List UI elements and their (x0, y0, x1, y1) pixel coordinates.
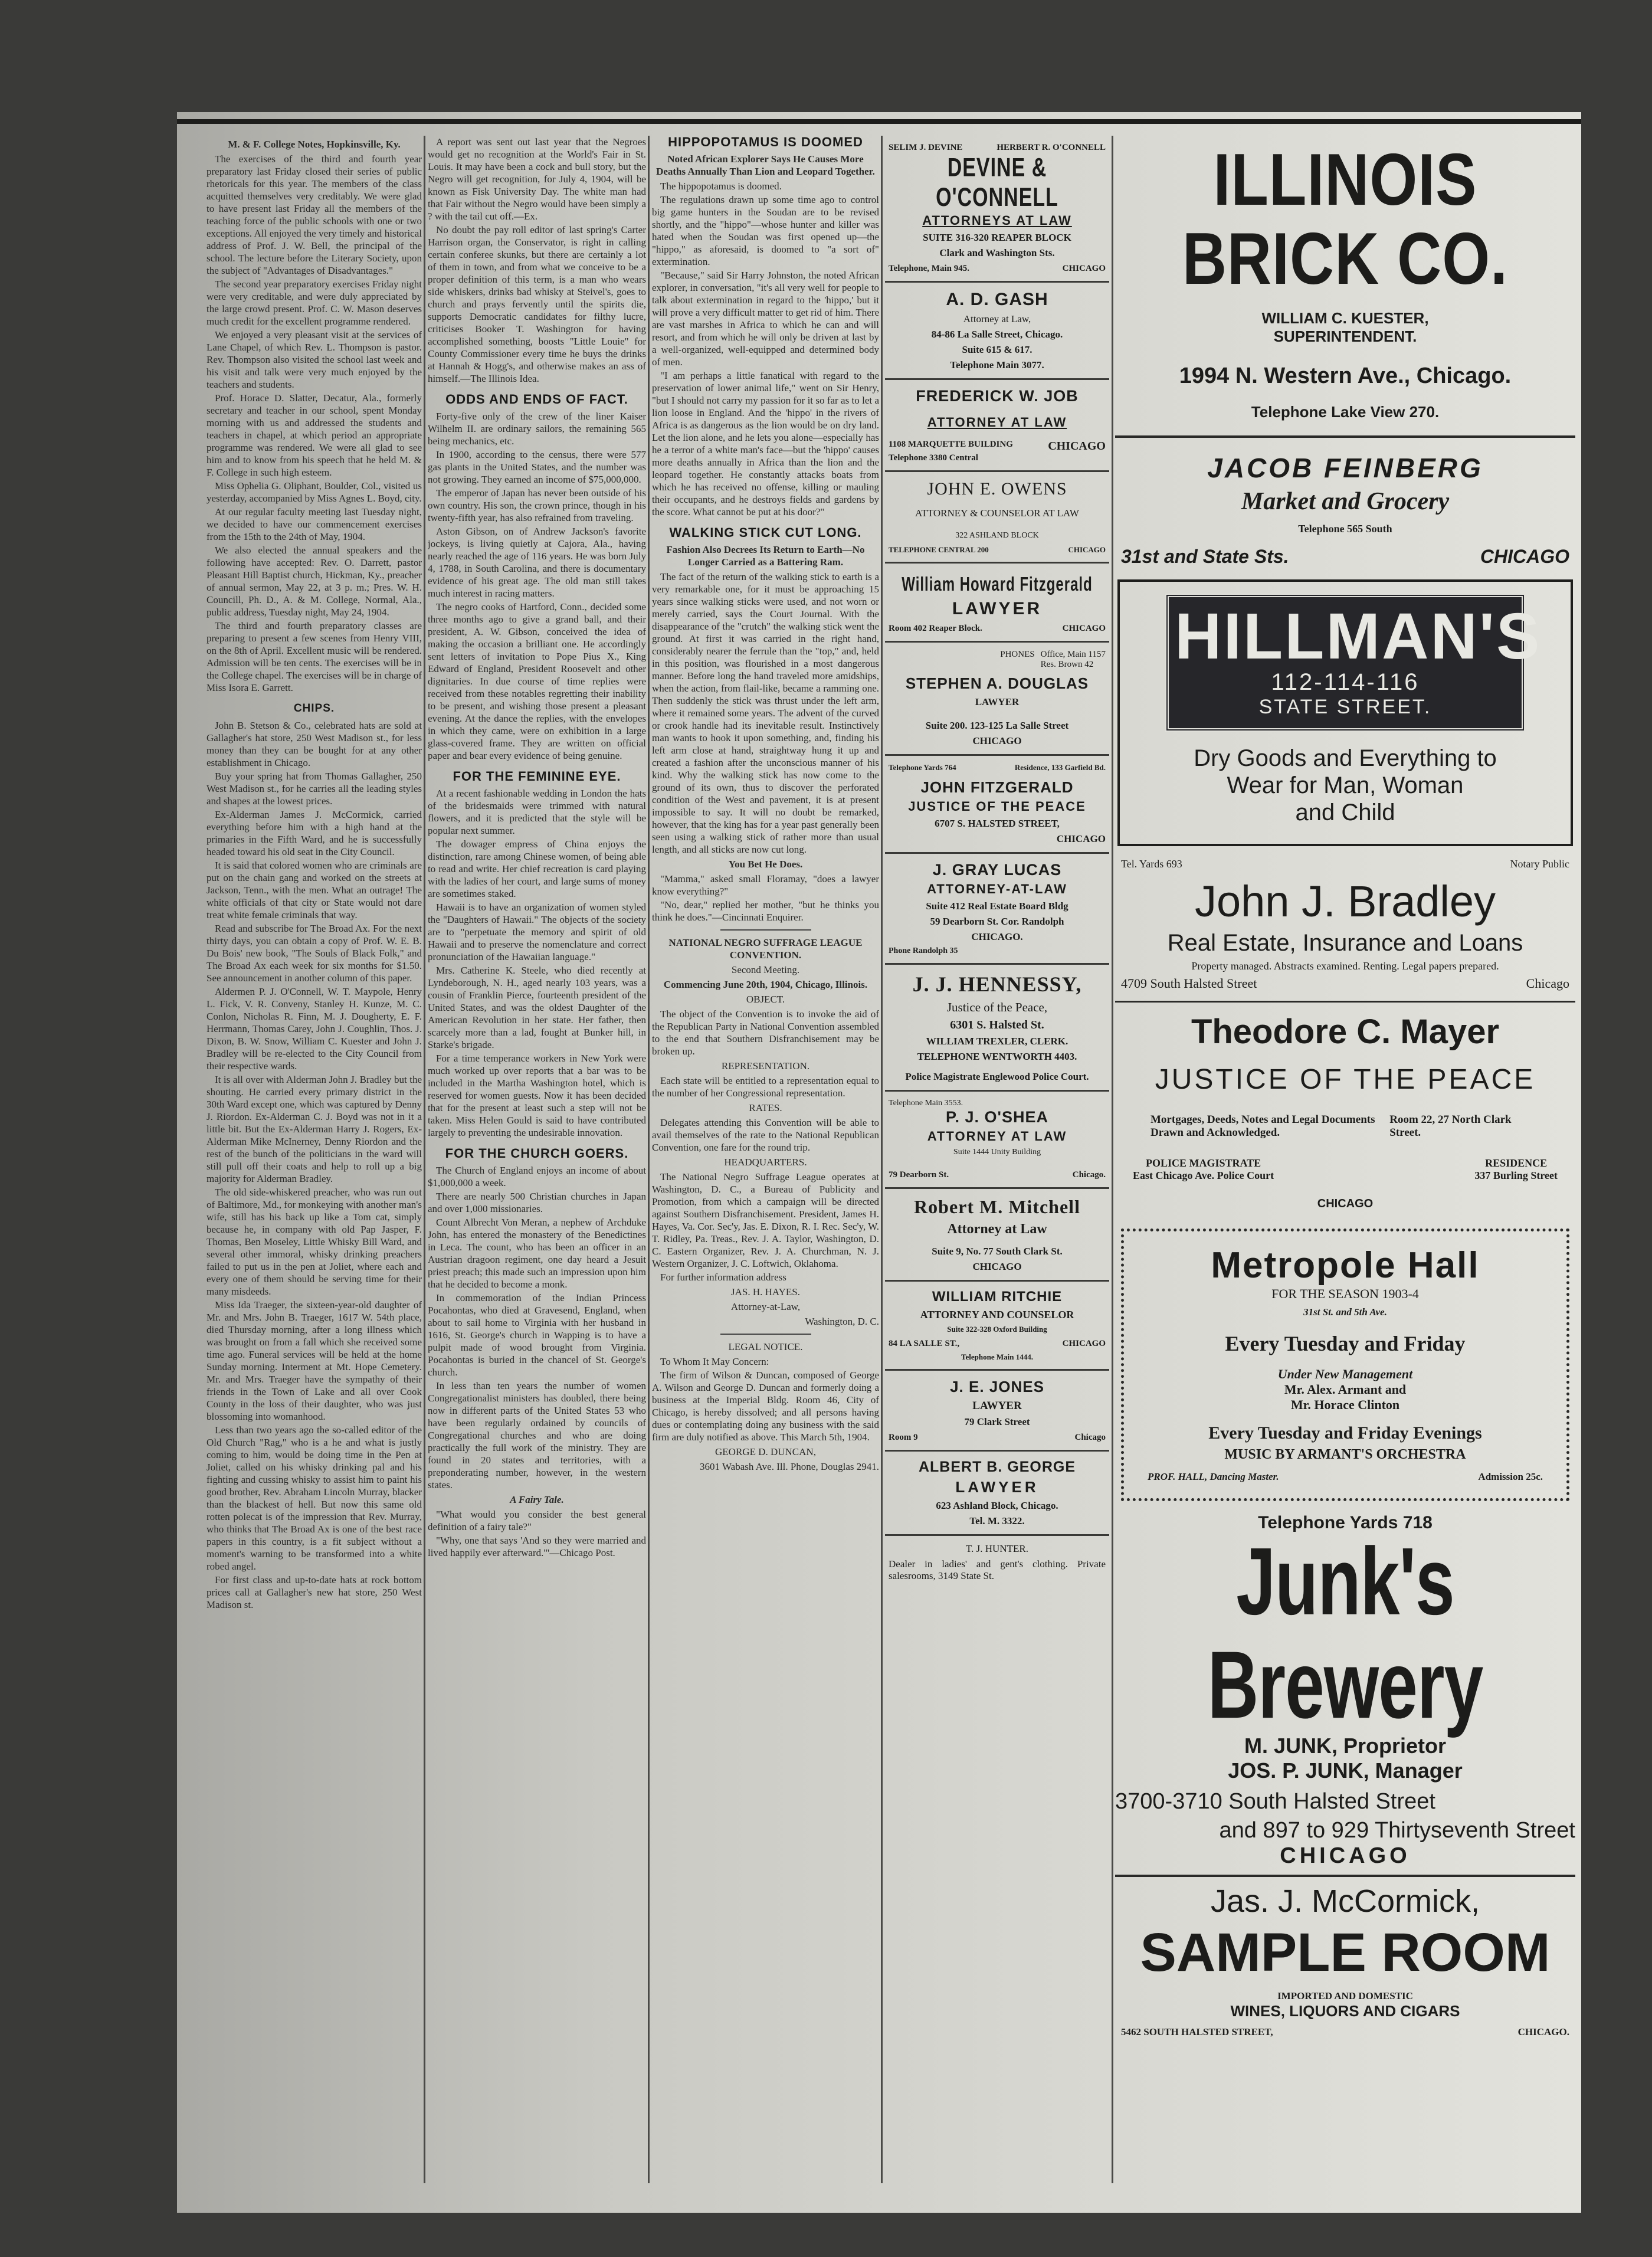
brewery-proprietor: M. JUNK, Proprietor (1244, 1734, 1447, 1758)
city: CHICAGO (972, 1261, 1022, 1272)
brewery-manager: JOS. P. JUNK, Manager (1228, 1758, 1463, 1783)
residence-address: 337 Burling Street (1474, 1170, 1558, 1181)
hall-dancing-master: PROF. HALL, Dancing Master. (1148, 1471, 1279, 1482)
section-heading-odds: ODDS AND ENDS OF FACT. (445, 392, 628, 407)
hall-season: FOR THE SEASON 1903-4 (1271, 1286, 1419, 1301)
store-tagline (1132, 745, 1559, 826)
hall-evenings: Every Tuesday and Friday Evenings (1208, 1423, 1482, 1443)
residence: Residence, 133 Garfield Bd. (1014, 763, 1106, 772)
bradley-phone: Tel. Yards 693 (1121, 858, 1182, 870)
grocer-address: 31st and State Sts. (1121, 546, 1289, 567)
brewery-name: Junk's Brewery (1207, 1528, 1483, 1739)
bradley-name: John J. Bradley (1194, 877, 1496, 926)
saloon-owner: Jas. J. McCormick, (1210, 1883, 1480, 1919)
role: ATTORNEY AND COUNSELOR (920, 1309, 1074, 1321)
hall-music: MUSIC BY ARMANT'S ORCHESTRA (1224, 1447, 1466, 1462)
role: LAWYER (955, 1478, 1039, 1496)
paragraph: Aston Gibson, on of Andrew Jackson's favorite jockeys, is living quietly at Cajora, Ala., having nearly reached the age of 116 years. He was born July 4, 1788, in South Carolina, and there is documentary evidence of his great age. The old man still takes much interest in racing matters. (428, 526, 646, 599)
paragraph: No doubt the pay roll editor of last spring's Carter Harrison organ, the Conservator, is right in calling certain conferee skunks, but there are certainly a lot of them in town, and from what we conceive to be a proper definition of this term, is a man who wears side whiskers, drinks bad whisky at Steivel's, goes to church and prays fervently until the spirits die, supports Democratic candidates for filthy lucre, criticises Booker T. Washington for having accomplished something, boosts "Little Louie" for County Commissioner every time he buys the drinks at Hannah & Hogg's, and otherwise makes an ass of himself.—The Illinois Idea. (428, 224, 646, 384)
signature-city: Washington, D. C. (805, 1316, 879, 1327)
card-job (885, 380, 1109, 472)
justice-name: JOHN FITZGERALD (920, 778, 1074, 796)
phone: Phone Randolph 35 (889, 946, 958, 955)
grocer-subtitle: Market and Grocery (1241, 488, 1450, 515)
phone-residence: Res. Brown 42 (1040, 660, 1094, 669)
card-john-fitzgerald (885, 756, 1109, 854)
phone: Telephone, Main 945. (889, 264, 969, 273)
lawyer-name: William Howard Fitzgerald (902, 573, 1093, 596)
column-rule (648, 136, 650, 2183)
phone: TELEPHONE CENTRAL 200 (889, 545, 989, 554)
bradley-city: Chicago (1526, 976, 1569, 991)
paragraph: The old side-whiskered preacher, who was run out of Baltimore, Md., for monkeying with another man's wife, still has his back up like a Tom cat, simply because he, in company with old Pap Jasper, F. Thomas, Ben Moseley, Little Whisky Bill Ward, and several other immoral, whisky drinking preachers failed to put us in the pen at Joliet, where each and every one of them should be serving time for their many misdeeds. (206, 1187, 422, 1297)
card-owens (885, 472, 1109, 564)
brewery-address: 3700-3710 South Halsted Street (1115, 1789, 1435, 1814)
mayer-name: Theodore C. Mayer (1191, 1013, 1500, 1051)
paragraph: The firm of Wilson & Duncan, composed of George A. Wilson and George D. Duncan and formerly doing a business at the Imperial Bldg. Room 46, City of Chicago, is hereby dissolved; and all persons having dues or contemplating doing any business with the said firm are duly notified as above. This March 5th, 1904. (652, 1370, 879, 1443)
partner-name: HERBERT R. O'CONNELL (997, 143, 1106, 152)
residence-label: RESIDENCE (1485, 1157, 1548, 1169)
paragraph: There are nearly 500 Christian churches in Japan and over 1,000 missionaries. (428, 1191, 646, 1214)
paragraph: The object of the Convention is to invoke the aid of the Republican Party in National Convention assembled to the end that Southern Disfranchisement may be broken up. (652, 1008, 879, 1057)
grocer-phone: Telephone 565 South (1298, 523, 1392, 535)
section-heading: REPRESENTATION. (721, 1060, 810, 1072)
divider (720, 929, 811, 931)
phone: Telephone Main 3077. (950, 359, 1044, 371)
subheadline: Noted African Explorer Says He Causes More Deaths Annually Than Lion and Leopard Together. (656, 153, 875, 177)
suite: SUITE 316-320 REAPER BLOCK (923, 232, 1071, 243)
paragraph: "I am perhaps a little fanatical with regard to the preservation of lower animal life," went on Sir Henry, "but I should not carry my passion for it so far as to let a lion loose in England. And the 'hippo' in the rivers of Africa is as dangerous as the lion would be on dry land. Let the lion alone, and he lets you alone—especially has he a terror of a white man's face—but the 'hippo' causes more deaths annually in Africa than the lion and the leopard together. He constantly attacks boats from which he has received no offense, killing or mauling their occupants, and he destroys fields and gardens by the score. What cannot be put at his door?" (652, 370, 879, 517)
subheadline: Fashion Also Decrees Its Return to Earth—No Longer Carried as a Battering Ram. (666, 544, 865, 568)
lawyer-name: FREDERICK W. JOB (916, 387, 1079, 405)
saloon-goods: WINES, LIQUORS AND CIGARS (1230, 2002, 1460, 2020)
mayer-services: Mortgages, Deeds, Notes and Legal Documents Drawn and Acknowledged. (1150, 1113, 1375, 1139)
address: 84 LA SALLE ST., (889, 1339, 960, 1348)
paragraph: "No, dear," replied her mother, "but he thinks you think he does."—Cincinnati Enquirer. (652, 899, 879, 923)
bradley-notary: Notary Public (1510, 858, 1569, 870)
card-oshea (885, 1092, 1109, 1189)
paragraph: Miss Ophelia G. Oliphant, Boulder, Col., visited us yesterday, accompanied by Miss Agnes L. Boyd, city. (206, 480, 422, 504)
card-gash (885, 283, 1109, 380)
card-fitzgerald-lawyer (885, 564, 1109, 643)
hillmans-sign (1165, 594, 1542, 732)
headline-hippopotamus: HIPPOPOTAMUS IS DOOMED (668, 136, 863, 149)
brick-address: 1994 N. Western Ave., Chicago. (1179, 363, 1512, 388)
dealer-name: T. J. HUNTER. (966, 1543, 1028, 1554)
address: 84-86 La Salle Street, Chicago. (931, 329, 1063, 340)
store-street: STATE STREET. (1258, 696, 1432, 718)
card-hunter (885, 1536, 1109, 1589)
headline-walking-stick: WALKING STICK CUT LONG. (669, 525, 862, 540)
phone: Telephone Main 3553. (889, 1099, 963, 1108)
lawyer-name: ALBERT B. GEORGE (918, 1459, 1076, 1475)
meeting-label: Second Meeting. (731, 964, 800, 975)
address: Suite 200. 123-125 La Salle Street (925, 720, 1069, 731)
store-name: HILLMAN'S (1175, 600, 1542, 673)
paragraph: To Whom It May Concern: (660, 1356, 769, 1367)
mayer-city: CHICAGO (1317, 1197, 1374, 1210)
card-lucas (885, 854, 1109, 965)
paragraph: The National Negro Suffrage League operates at Washington, D. C., a Bureau of Publicity and Promotion, from which a campaign will be directed against Southern Disfranchisement. President, James H. Hayes, Va. Cor. Sec'y, Jas. E. Dixon, R. I. Rec. Sec'y, W. T. Ridley, Pa. Treas., Rev. J. A. Taylor, Washington, D. C. Eastern Organizer, Rev. J. A. Churchman, N. J. Western Organizer, J. C. Loftwich, Oklahoma. (652, 1171, 879, 1269)
mayer-room: Room 22, 27 North Clark Street. (1389, 1113, 1512, 1139)
address: 1108 MARQUETTE BUILDING (889, 440, 1013, 449)
lawyer-name: WILLIAM RITCHIE (932, 1289, 1063, 1305)
tagline-line: and Child (1295, 800, 1395, 826)
city: CHICAGO. (971, 931, 1023, 942)
ad-feinberg (1115, 452, 1575, 568)
section-heading: You Bet He Does. (728, 859, 803, 870)
paragraph: We also elected the annual speakers and the following have accepted: Rev. O. Darrett, pastor Pleasant Hill Baptist church, Hickman, Ky., preacher of annual sermon, May 22, at 3 p. m.; Pres. W. H. Councill, Ph. D., A. & M. College, Normal, Ala., public address, Tuesday night, May 24, 1904. (206, 545, 422, 618)
paragraph: Delegates attending this Convention will be able to avail themselves of the rate to the National Republican Convention, one fare for the round trip. (652, 1117, 879, 1153)
paragraph: Buy your spring hat from Thomas Gallagher, 250 West Madison st., for he carries all the leading styles and shapes at the lowest prices. (206, 771, 422, 807)
phones-label: PHONES (1000, 650, 1035, 659)
meeting-date: Commencing June 20th, 1904, Chicago, Illinois. (663, 979, 868, 990)
lawyer-name: J. E. JONES (950, 1378, 1044, 1396)
grocer-name: JACOB FEINBERG (1207, 453, 1483, 483)
hall-name: Metropole Hall (1211, 1245, 1480, 1286)
city: CHICAGO (972, 735, 1022, 746)
suite: Suite 322-328 Oxford Building (947, 1325, 1047, 1334)
paragraph: The exercises of the third and fourth year preparatory last Friday closed their series of public rhetoricals for this year. The members of the class acquitted themselves very creditably. We were glad to have present last Friday all the members of the teaching force of the public schools with one or two exceptions. All enjoyed the very timely and historical address of Prof. J. W. Bell, the principal of the school. The lecture before the Literary Society, upon the subject of "Advantages of Disadvantages." (206, 153, 422, 276)
brewery-phone: Telephone Yards 718 (1258, 1513, 1433, 1532)
paragraph: In 1900, according to the census, there were 577 gas plants in the United States, and the number was not growing. They earned an income of $75,000,000. (428, 449, 646, 485)
role: ATTORNEY AT LAW (927, 1129, 1067, 1144)
pm-address: East Chicago Ave. Police Court (1133, 1170, 1274, 1181)
paragraph: The fact of the return of the walking stick to earth is a very remarkable one, for it must be approaching 15 years since walking sticks were used, and not worn or merely carried, says the Court Journal. With the disappearance of the "crutch" the walking stick went the ground. At first it was carried in the right hand, considerably nearer the ferrule than the "top," and, held in this position, was flourished in a most dangerous manner. Before long the hand traveled more amidships, when the action, from flail-like, became a ramming one. Then suddenly the stick was thrust under the left arm, where it remained some years. The advent of the curved or crook handle had its inevitable result. Instinctively man wants to hook it upon something, and, finding his left arm close at hand, straightway hung it up and created a fashion after the unconscious manner of his kind. Why the walking stick has now come to the ground of its own, thus to discover the perforated condition of the West and pavement, it is at present impossible to say. It will no doubt be remarked, however, that the king has for a year past generally been seen using a walking stick of rather more than usual length, and all sticks are now cut long. (652, 571, 879, 855)
card-douglas (885, 643, 1109, 756)
address: 59 Dearborn St. Cor. Randolph (930, 916, 1064, 927)
paragraph: Each state will be entitled to a representation equal to the number of her Congressional representation. (652, 1075, 879, 1099)
top-rule (177, 119, 1581, 124)
brick-company-name: ILLINOIS BRICK CO. (1182, 139, 1509, 300)
paragraph: The dowager empress of China enjoys the distinction, rare among Chinese women, of being able to read and write. Her chief recreation is card playing with the ladies of her court, and large sums of money are sometimes staked. (428, 838, 646, 899)
lawyer-name: JOHN E. OWENS (927, 479, 1067, 499)
lawyer-name: A. D. GASH (946, 290, 1048, 309)
tagline-line: Wear for Man, Woman (1227, 772, 1464, 798)
column-advertisements (1115, 136, 1575, 2201)
address: 623 Ashland Block, Chicago. (936, 1500, 1058, 1511)
hall-days: Every Tuesday and Friday (1225, 1332, 1466, 1355)
hall-corner: 31st St. and 5th Ave. (1303, 1306, 1387, 1318)
section-heading-legal: LEGAL NOTICE. (728, 1341, 803, 1352)
paragraph: At a recent fashionable wedding in London the hats of the bridesmaids were trimmed with natural flowers, and it is predicted that the style will be popular next summer. (428, 788, 646, 836)
suite: Suite 412 Real Estate Board Bldg (926, 900, 1068, 912)
paragraph: The hippopotamus is doomed. (660, 181, 782, 192)
brewery-address: and 897 to 929 Thirtyseventh Street (1219, 1818, 1575, 1843)
phone: TELEPHONE WENTWORTH 4403. (917, 1051, 1077, 1062)
role: Justice of the Peace, (946, 1000, 1048, 1014)
column-miscellany (428, 136, 646, 2201)
justice-name: J. J. HENNESSY, (912, 972, 1082, 996)
brewery-city: CHICAGO (1280, 1843, 1411, 1868)
role: ATTORNEY-AT-LAW (927, 882, 1067, 896)
signature-title: Attorney-at-Law, (730, 1301, 801, 1312)
section-heading-feminine: FOR THE FEMININE EYE. (453, 769, 621, 784)
paragraph: The Church of England enjoys an income of about $1,000,000 a week. (428, 1165, 646, 1188)
room: Room 9 (889, 1433, 918, 1442)
address: Suite 9, No. 77 South Clark St. (932, 1246, 1063, 1257)
mayer-role: JUSTICE OF THE PEACE (1155, 1064, 1536, 1095)
suite: Suite 1444 Unity Building (953, 1148, 1041, 1157)
role: JUSTICE OF THE PEACE (908, 799, 1086, 814)
ad-metropole-hall (1121, 1229, 1569, 1501)
paragraph: "Why, one that says 'And so they were married and lived happily ever afterward.'"—Chicago Post. (428, 1535, 646, 1558)
paragraph: Forty-five only of the crew of the liner Kaiser Wilhelm II. are ordinary sailors, the remaining 565 being mechanics, etc. (428, 411, 646, 447)
column-rule (424, 136, 425, 2183)
city: CHICAGO (1048, 440, 1106, 453)
paragraph: "What would you consider the best general definition of a fairy tale?" (428, 1509, 646, 1532)
role: LAWYER (975, 696, 1020, 707)
column-articles (652, 136, 879, 2201)
phone: Telephone Yards 764 (889, 763, 956, 772)
card-george (885, 1452, 1109, 1536)
phone: Tel. M. 3322. (969, 1515, 1025, 1526)
saloon-imported: IMPORTED AND DOMESTIC (1277, 1990, 1413, 2002)
section-heading: OBJECT. (746, 994, 785, 1005)
paragraph: John B. Stetson & Co., celebrated hats are sold at Gallagher's hat store, 250 West Madison st., for less money than they can be bought for at any other establishment in Chicago. (206, 720, 422, 768)
paragraph: Hawaii is to have an organization of women styled the "Daughters of Hawaii." The objects of the society are to "perpetuate the memory and spirit of old Hawaii and to preserve the nomenclature and correct pronunciation of the Hawaiian language." (428, 902, 646, 962)
address: 6707 S. HALSTED STREET, (935, 818, 1060, 829)
city: CHICAGO (1068, 545, 1106, 554)
suite: Suite 615 & 617. (962, 344, 1032, 355)
ad-mayer (1115, 1012, 1575, 1211)
paragraph: It is said that colored women who are criminals are put on the chain gang and worked on the streets at Jackson, Tenn., with the men. What an outrage! The white officials of that city or State would not dare treat white female criminals that way. (206, 860, 422, 921)
lawyer-name: P. J. O'SHEA (946, 1108, 1048, 1126)
brick-phone: Telephone Lake View 270. (1251, 403, 1440, 421)
saloon-address: 5462 SOUTH HALSTED STREET, (1121, 2026, 1273, 2037)
dealer-text: Dealer in ladies' and gent's clothing. Private salesrooms, 3149 State St. (889, 1558, 1106, 1581)
ad-junks-brewery (1115, 1513, 1575, 1869)
card-mitchell (885, 1189, 1109, 1282)
ad-bradley (1115, 858, 1575, 991)
partner-name: SELIM J. DEVINE (889, 143, 963, 152)
address: 79 Clark Street (964, 1416, 1030, 1427)
paragraph: In commemoration of the Indian Princess Pocahontas, who died at Gravesend, England, when about to sail home to Virginia with her husband in 1616, St. George's church in Wapping is to have a pulpit made of wood brought from Virginia. Pocahontas is buried in the chancel of St. George's church. (428, 1292, 646, 1378)
city: CHICAGO (1062, 264, 1106, 273)
grocer-city: CHICAGO (1480, 546, 1569, 567)
role: Attorney at Law (947, 1221, 1047, 1237)
city: Chicago. (1072, 1170, 1106, 1180)
paragraph: The third and fourth preparatory classes are preparing to present a few scenes from Henry VIII, on the 8th of April. Excellent music will be rendered. Admission will be ten cents. The exercises will be in the College chapel. The exercises will be in charge of Miss Isora E. Garrett. (206, 620, 422, 693)
firm-name: DEVINE & O'CONNELL (936, 153, 1058, 212)
saloon-title: SAMPLE ROOM (1140, 1922, 1551, 1983)
paragraph: The negro cooks of Hartford, Conn., decided some three months ago to give a grand ball, and their president, A. W. Gibson, conceived the idea of making the occasion a brilliant one. He accordingly sent letters of invitation to Pope Pius X., King Edward of England, President Roosevelt and other dignitaries. In due course of time replies were received from these notables regretting their inability to be present, and wishing those present a pleasant evening. At the dance the replies, with the envelopes in which they came, were on exhibition in a large glass-covered frame. They are written on official paper and bear every evidence of being genuine. (428, 601, 646, 761)
store-numbers: 112-114-116 (1271, 669, 1420, 695)
lawyer-name: J. GRAY LUCAS (932, 861, 1062, 879)
column-college-notes (206, 136, 422, 2201)
hall-management: Under New Management (1277, 1367, 1413, 1381)
paragraph: Mrs. Catherine K. Steele, who died recently at Lyndeborough, N. H., aged nearly 103 years, was a cousin of Franklin Pierce, fourteenth president of the United States, and was the oldest Daughter of the American Revolution in her state. Her father, then scarcely more than a lad, fought at Bunker hill, in Starke's brigade. (428, 965, 646, 1050)
saloon-city: CHICAGO. (1517, 2026, 1569, 2037)
section-heading: RATES. (749, 1102, 782, 1113)
card-ritchie (885, 1282, 1109, 1371)
city: CHICAGO (1056, 833, 1106, 844)
divider (720, 1334, 811, 1335)
address: 79 Dearborn St. (889, 1170, 949, 1180)
city: Chicago (1074, 1433, 1106, 1442)
paragraph: A report was sent out last year that the Negroes would get no recognition at the World's Fair in St. Louis. It may have been a cock and bull story, but the Negro will get recognition, for July 4, 1904, will be known as Fisk University Day. The white man had that Fair without the Negro would have been simply a ? with the tail cut off.—Ex. (428, 136, 646, 222)
signature-name: GEORGE D. DUNCAN, (715, 1446, 816, 1457)
phone-office: Office, Main 1157 (1040, 650, 1106, 659)
ad-mccormick (1115, 1883, 1575, 2038)
ad-illinois-brick (1115, 139, 1575, 421)
paragraph: In less than ten years the number of women Congregationalist ministers has doubled, there being now in different parts of the United States 53 who have been regularly ordained by councils of Congregational churches and who are doing practically the full work of the ministry. They are found in 20 states and territories, with a preponderating number, however, in the western states. (428, 1380, 646, 1491)
paragraph: We enjoyed a very pleasant visit at the services of Lane Chapel, of which Rev. L. Thompson is pastor. Rev. Thompson also visited the school last week and his visit and talk were very much enjoyed by the teachers and students. (206, 329, 422, 390)
paragraph: For further information address (660, 1272, 786, 1283)
address: 6301 S. Halsted St. (950, 1018, 1044, 1031)
role: ATTORNEY & COUNSELOR AT LAW (915, 507, 1079, 519)
firm-role: ATTORNEYS AT LAW (922, 213, 1072, 228)
paragraph: The regulations drawn up some time ago to control big game hunters in the Soudan are to be revised shortly, and the "hippo"—whose hunter and killer was hated when the Soudan was first opened up—the "hippo," as aforesaid, is doomed to "a sort of" extermination. (652, 194, 879, 267)
city: CHICAGO (1062, 624, 1106, 633)
column-directory (885, 136, 1109, 2201)
signature-name: JAS. H. HAYES. (731, 1286, 800, 1298)
address: 322 ASHLAND BLOCK (955, 531, 1039, 540)
address: Room 402 Reaper Block. (889, 624, 982, 633)
hall-manager: Mr. Alex. Armant and (1284, 1382, 1407, 1397)
tagline-line: Dry Goods and Everything to (1194, 745, 1497, 771)
clerk: WILLIAM TREXLER, CLERK. (926, 1036, 1068, 1047)
paragraph: Aldermen P. J. O'Connell, W. T. Maypole, Henry L. Fick, V. R. Conveny, Stanley H. Kunze, M. C. Conlon, Nicholas R. Finn, M. J. Dougherty, E. F. Herrmann, Thomas Carey, John J. Coughlin, Thos. J. Dixon, B. W. Snow, William C. Kuester and John J. Bradley will be re-elected to the City Council from their respective wards. (206, 986, 422, 1072)
lawyer-name: STEPHEN A. DOUGLAS (905, 674, 1089, 692)
paragraph: The emperor of Japan has never been outside of his own country. His son, the crown prince, though in his twenty-fifth year, has also refrained from traveling. (428, 487, 646, 523)
superintendent-name: WILLIAM C. KUESTER, (1261, 309, 1429, 327)
column-rule (1112, 136, 1113, 2183)
section-heading-church: FOR THE CHURCH GOERS. (445, 1146, 629, 1161)
court: Police Magistrate Englewood Police Court. (905, 1071, 1089, 1082)
hall-manager: Mr. Horace Clinton (1290, 1397, 1400, 1412)
paragraph: At our regular faculty meeting last Tuesday night, we decided to have our commencement exercises from the 15th to the 24th of May, 1904. (206, 506, 422, 542)
paragraph: For a time temperance workers in New York were much worked up over reports that a bar was to be included in the Martha Washington hotel, which is reserved for women guests. Now it has been decided that for the present at least such a step will not be taken. Miss Helen Gould is said to have contributed largely to preventing the undesirable innovation. (428, 1053, 646, 1138)
paragraph: Read and subscribe for The Broad Ax. For the next thirty days, you can obtain a copy of Prof. W. E. B. Du Bois' new book, "The Souls of Black Folk," and The Broad Ax each week for six months for $1.50. See announcement in another column of this paper. (206, 923, 422, 984)
city: CHICAGO (1062, 1339, 1106, 1348)
superintendent-title: SUPERINTENDENT. (1273, 327, 1417, 345)
section-heading: HEADQUARTERS. (724, 1157, 807, 1168)
paragraph: The second year preparatory exercises Friday night were very creditable, and were duly appreciated by the large crowd present. Prof. C. W. Mason deserves much credit for the excellent programme rendered. (206, 279, 422, 327)
phone: Telephone Main 1444. (961, 1352, 1033, 1361)
paragraph: "Because," said Sir Harry Johnston, the noted African explorer, in conversation, "it's all very well for people to talk about extermination in regard to the 'hippo,' but it will prove a very difficult matter to get rid of him. There are vast marshes in Africa to which he can and will resort, and from which he will only be driven at last by a well-organized, well-equipped and determined body of men. (652, 270, 879, 368)
article-heading: M. & F. College Notes, Hopkinsville, Ky. (228, 139, 401, 150)
paragraph: Miss Ida Traeger, the sixteen-year-old daughter of Mr. and Mrs. John B. Traeger, 1617 W. 54th place, died Thursday morning, after a long illness which was brought on from a fall which she received some time ago. Funeral services will be held at the home Sunday morning. Interment at Mt. Hope Cemetery. Mr. and Mrs. Traeger have the sympathy of their friends in the Town of Lake and all over Cook County in the loss of their daughter, who was just blossoming into womanhood. (206, 1299, 422, 1422)
address: Clark and Washington Sts. (939, 247, 1055, 258)
ad-hillmans (1117, 579, 1573, 846)
paragraph: Prof. Horace D. Slatter, Decatur, Ala., formerly secretary and teacher in our school, spent Monday morning with us and addressed the students and teachers in chapel, at which period an appropriate programme was rendered. We were all glad to see him and to know from his speech that he held M. & F. College in such high esteem. (206, 392, 422, 478)
column-rule (881, 136, 883, 2183)
bradley-address: 4709 South Halsted Street (1121, 976, 1257, 991)
pm-label: POLICE MAGISTRATE (1145, 1157, 1261, 1169)
section-heading-chips: CHIPS. (293, 702, 335, 715)
card-devine-oconnell (885, 136, 1109, 283)
paragraph: Ex-Alderman James J. McCormick, carried everything before him with a high hand at the primaries in the Fifth Ward, and he is successfully headed toward his old seat in the City Council. (206, 809, 422, 857)
newspaper-page (177, 112, 1581, 2213)
headline-convention: NATIONAL NEGRO SUFFRAGE LEAGUE CONVENTION. (668, 937, 863, 961)
paragraph: Count Albrecht Von Meran, a nephew of Archduke John, has entered the monastery of the Benedictines in Leca. The count, who has been an officer in an Austrian dragoon regiment, one day heard a Jesuit priest preach; this made such an impression upon him that he decided to become a monk. (428, 1217, 646, 1290)
role: LAWYER (952, 599, 1043, 618)
phone: Telephone 3380 Central (889, 453, 978, 463)
paragraph: For first class and up-to-date hats at rock bottom prices call at Gallagher's new hat store, 250 West Madison st. (206, 1574, 422, 1610)
paragraph: Less than two years ago the so-called editor of the Old Church "Rag," who is a he and what is justly coming to him, would be doing time in the Pen at Joliet, called on his whisky drinking pal and his fighting and cussing whisky to assist him to paint his good brother, Rev. Abraham Lincoln Murray, blacker than the blackest of hell. But now this same old rotten polecat is of the impression that Rev. Murray, who thinks that The Broad Ax is one of the best race papers in this country, is a fit subject without a moment's warning to be transformed into a white robed angel. (206, 1424, 422, 1572)
bradley-services: Property managed. Abstracts examined. Renting. Legal papers prepared. (1191, 960, 1499, 972)
role: ATTORNEY AT LAW (927, 415, 1067, 430)
signature-address: 3601 Wabash Ave. Ill. Phone, Douglas 2941. (700, 1461, 879, 1472)
paragraph: "Mamma," asked small Floramay, "does a lawyer know everything?" (652, 873, 879, 897)
bradley-services-title: Real Estate, Insurance and Loans (1167, 930, 1523, 956)
card-hennessy (885, 965, 1109, 1092)
paragraph: It is all over with Alderman John J. Bradley but the shouting. He carried every primary district in the 30th Ward except one, which was captured by Denny J. Riordon. Ex-Alderman C. J. Boyd was not in it a little bit. But the Ex-Alderman Harry J. Rogers, Ex-Alderman Mike McInerney, Denny Riordon and the rest of the bunch of the politicians in the ward will still pull off their coats and help to roll up a big majority for Alderman Bradley. (206, 1074, 422, 1184)
role: Attorney at Law, (963, 313, 1031, 325)
role: LAWYER (972, 1400, 1022, 1412)
section-heading-fairy: A Fairy Tale. (510, 1494, 564, 1505)
lawyer-name: Robert M. Mitchell (914, 1196, 1080, 1217)
card-jones (885, 1371, 1109, 1452)
hall-admission: Admission 25c. (1478, 1471, 1543, 1482)
